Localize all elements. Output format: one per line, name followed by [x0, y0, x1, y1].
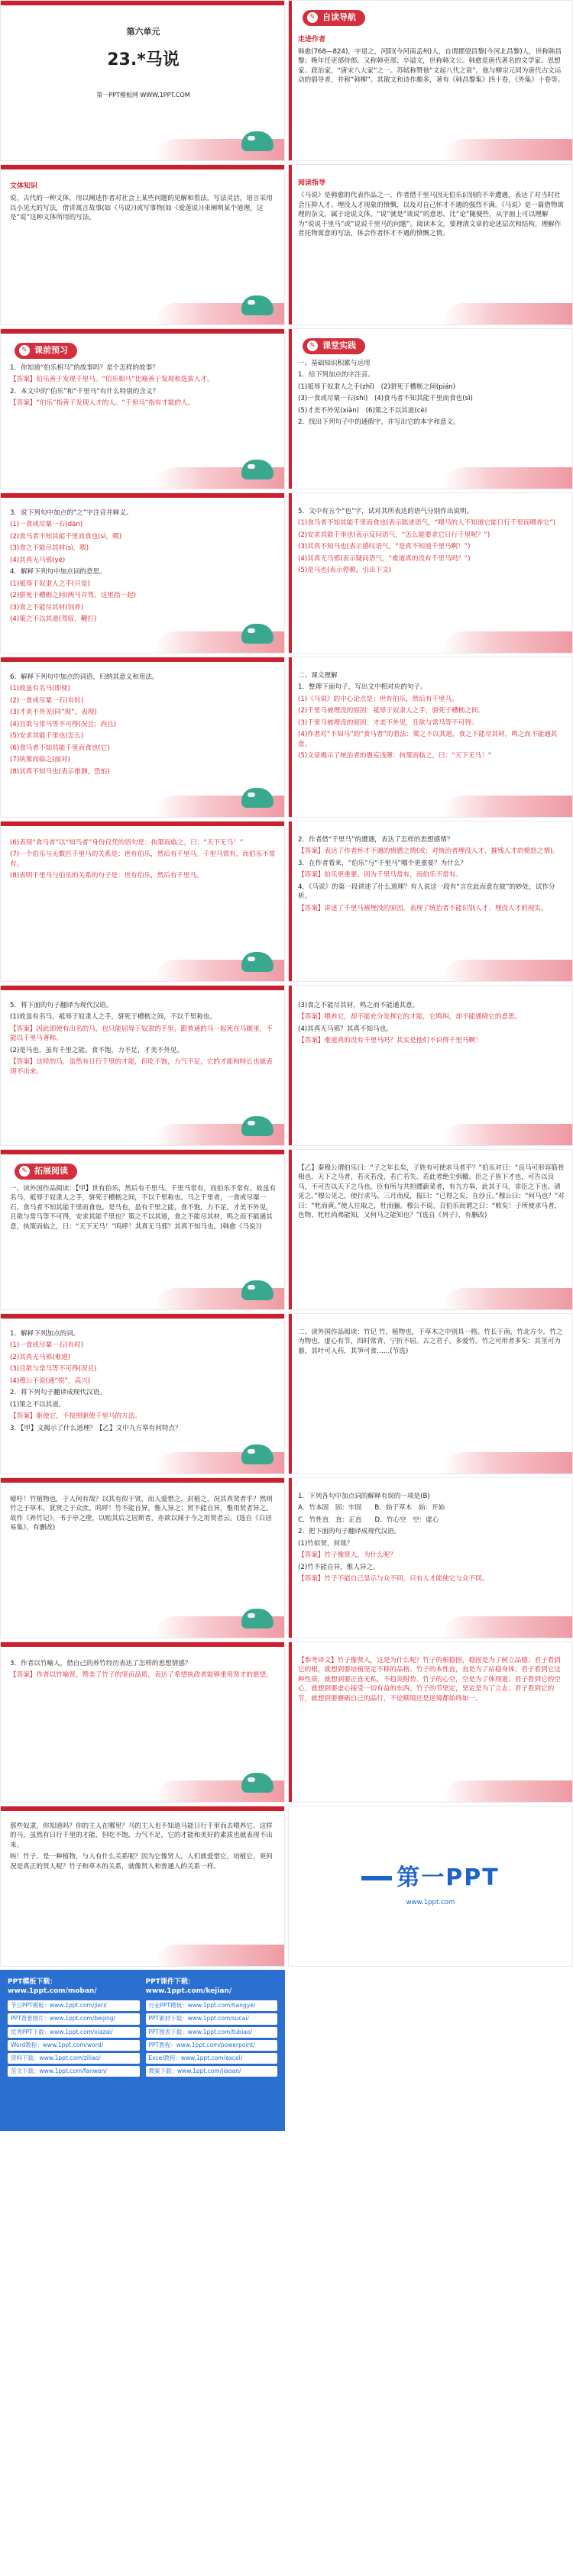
slide-left-bar [289, 657, 292, 817]
cover-title: 23.*马说 [107, 50, 180, 69]
promo-link[interactable]: Word教程：www.1ppt.com/word/ [8, 2040, 140, 2051]
section-label: 文体知识 [10, 182, 38, 190]
item: 二、课文理解 [298, 672, 338, 680]
item: (1)食马者不知其能千里而食也(表示陈述语气，“喂马的人不知道它能日行千里而喂养它”) [298, 519, 556, 528]
item: (1)祗辱于奴隶人之手(只是) [10, 579, 90, 588]
question: (4)其真无马邪？其真不知马也。 [298, 1025, 393, 1033]
cover-unit: 第六单元 [126, 27, 160, 37]
passage-text: 一、读外国作品阅读：【甲】世有伯乐，然后有千里马。千里马常有，而伯乐不常有。故虽有名马，祗辱于奴隶人之手，骈死于槽枥之间，不以千里称也。马之千里者，一食或尽粟一石。食马者不知其能千里而食也。是马也，虽有千里之能，食不饱，力不足，才美不外见，且欲与常马等不可得，安求其能千里也？策之不以其道，食之不能尽其材，鸣之而不能通其意，执策而临之，曰：“天下无马！”呜呼！其真无马邪？其真不知马也。(韩愈《马说》) [10, 1184, 277, 1231]
ribbon-decoration [442, 467, 572, 489]
item: (5)文章揭示了统治者的愚妄浅薄：执策而临之，曰：“天下无马！” [298, 752, 492, 760]
passage-text: 噫吁！竹植物也，于人何有哉？以其有似于贤，而人爱惜之，封植之，况其真贤者乎？然则竹之于草木，犹贤之于众庶。呜呼！竹不能自异，惟人异之；贤不能自异，惟用贤者异之。故作《养竹记》，书于亭之壁，以贻其后之居斯者，亦欲以闻于今之用贤者云。(选自《白居易集》，有删改) [10, 1496, 273, 1532]
slide-left-bar [289, 822, 292, 981]
promo-left-title[interactable]: PPT模板下载：www.1ppt.com/moban/ [8, 1978, 97, 1996]
question: 3．在作者看来，“伯乐”与“千里马”哪个更重要？为什么？ [298, 859, 467, 867]
slide-top-bar [1, 1, 284, 5]
slide-words [0, 657, 285, 818]
ribbon-decoration [442, 631, 572, 653]
slide-top-bar [1, 986, 284, 990]
item: (3)一食或尽粟一石(shí) (4)食马者不知其能千里而食也(sì) [298, 395, 473, 403]
section-pill [15, 1164, 77, 1180]
slide-reading-guide [288, 164, 573, 325]
promo-link[interactable]: 教案下载：www.1ppt.com/jiaoan/ [146, 2066, 278, 2077]
guide-text: 《马说》是韩愈的代表作品之一，作者借千里马因无伯乐识别的不幸遭遇，表达了对当时社会压抑人才、埋没人才现象的愤慨，以及对自己怀才不遇的强烈不满。《马说》是一篇借物寓理的杂文，属于论说文体。“说”就是“谈说”的意思，比“论”随便些，从字面上可以理解为“说说千里马”或“说说千里马的问题”。阅读本文，要理清文章的论述层次和结构，理解作者托物寓意的写法，体会作者怀才不遇的愤慨之情。 [298, 192, 565, 237]
logo-bar-icon [361, 1876, 392, 1880]
item: (2)食马者不知其能千里而食也(sì，喂) [10, 532, 122, 541]
section-title: 课前预习 [34, 345, 68, 355]
promo-link[interactable]: 范文下载：www.1ppt.com/fanwen/ [8, 2066, 140, 2077]
slide-top-bar [1, 822, 284, 826]
item: (2)其真无马邪(难道) [10, 1353, 71, 1361]
slide-left-bar [289, 1642, 292, 1802]
slide-analysis [288, 821, 573, 982]
author-text: 韩愈(768—824)，字退之，河阳(今河南孟州)人，自谓郡望昌黎(今河北昌黎)人，世称韩昌黎；晚年任吏部侍郎，又称韩吏部；卒谥文，世称韩文公。韩愈是唐代著名的文学家、思想家、政治家，“唐宋八大家”之一。苏轼称赞他“文起八代之衰”。他与柳宗元同为唐代古文运动的倡导者，并称“韩柳”。其散文和诗作颇多，著有《韩昌黎集》四十卷，《外集》十卷等。 [298, 47, 565, 85]
item: (4)且欲与常马等不可得(况且；尚且) [10, 720, 117, 728]
item: (1)《马说》的中心论点是：世有伯乐，然后有千里马。 [298, 695, 458, 703]
slide-top-bar [1, 165, 284, 169]
ribbon-decoration [442, 960, 572, 981]
slide-genre [0, 164, 285, 325]
slide-left-bar [289, 1150, 292, 1309]
slide-understanding [288, 657, 573, 818]
answer: 【答案】“伯乐”指善于发现人才的人。“千里马”指有才能的人。 [10, 399, 195, 408]
answer: 【答案】因此即使有出名的马，也只能屈辱于奴隶的手里，跟普通的马一起死在马厩里，不能以千里马著称。 [10, 1025, 273, 1043]
bear-illustration-icon [241, 1445, 274, 1464]
section-pill [303, 338, 365, 354]
logo-text: 第一PPT [397, 1864, 500, 1891]
book-icon: ✎ [19, 345, 30, 356]
item: (4)作者对“不知马”的“食马者”的看法：策之不以其道，食之不能尽其材，鸣之而不能通其意。 [298, 731, 558, 748]
slide-left-bar [289, 1478, 292, 1638]
answer: 【答案】表达了作者怀才不遇的愤懑之情(或：对统治者埋没人才、摧残人才的愤怒之情)。 [298, 847, 559, 856]
question: (3)食之不能尽其材，鸣之而不能通其意。 [298, 1002, 419, 1009]
section-label: 走进作者 [298, 35, 326, 44]
item: 1．整理下面句子，写出文中相对应的句子。 [298, 683, 427, 692]
item: (2)竹不能自异，惟人异之。 [298, 1563, 380, 1571]
slide-top-bar [1, 1806, 284, 1811]
ribbon-decoration [154, 1945, 284, 1966]
item: (4)策之不以其道(驾驭，鞭打) [10, 615, 97, 624]
slide-translation-2 [288, 985, 573, 1146]
item: (1)策之不以其道。 [10, 1400, 66, 1409]
item: (1)一食或尽粟一石(dàn) [10, 521, 83, 529]
item: 2．把下面的句子翻译成现代汉语。 [298, 1528, 401, 1536]
book-icon: ✎ [307, 12, 318, 23]
promo-link[interactable]: PPT教程：www.1ppt.com/powerpoint/ [146, 2040, 278, 2051]
genre-text: 说，古代的一种文体，用以阐述作者对社会上某些问题的见解和看法。写法灵活，语言采用以小见大的写法，借讲寓言故事(如《马说》)或写事物(如《爱莲说》)来阐明某个道理，这是“说”这种文体所用的写法。 [10, 195, 273, 222]
bear-illustration-icon [241, 952, 274, 972]
slide-left-bar [289, 986, 292, 1145]
promo-link[interactable]: Excel教程：www.1ppt.com/excel/ [146, 2053, 278, 2064]
paragraph: 那些奴隶，你知道吗？你的主人在哪里？马的主人也不知道马能日行千里而去喂养它。这样的马，虽然有日行千里的才能，但吃不饱，力气不足，它的才能和美好的素质也就表现不出来。 [10, 1822, 273, 1849]
item: (3)其真不知马也(表示感叹语气，“是真不知道千里马啊！”) [298, 543, 471, 551]
item: 1．解释下列加点的词。 [10, 1330, 80, 1338]
promo-link[interactable]: PPT背景图片：www.1ppt.com/beijing/ [8, 2013, 140, 2024]
promo-link[interactable]: PPT素材下载：www.1ppt.com/sucai/ [146, 2013, 278, 2024]
slide-translation [0, 985, 285, 1146]
slide-left-bar [289, 1314, 292, 1474]
ribbon-decoration [442, 1124, 572, 1145]
cover-subtitle: 第一PPT模板网 WWW.1PPT.COM [96, 91, 190, 98]
section-pill [15, 343, 77, 359]
question: 3．作者以竹喻人，借自己的养竹经历表达了怎样的思想情感？ [10, 1660, 192, 1667]
item: (3)且欲与常马等不可得(况且) [10, 1365, 97, 1374]
item: 2．找出下列句子中的通假字，并写出它的本字和意义。 [298, 418, 460, 427]
promo-link[interactable]: 优秀PPT下载：www.1ppt.com/xiazai/ [8, 2027, 140, 2038]
slide-left-bar [289, 329, 292, 489]
slide-particles [288, 492, 573, 654]
item: (4)穆公不说(通“悦”，高兴) [10, 1377, 91, 1385]
item: 3．说下列句中加点的“之”字注音并释义。 [10, 509, 133, 517]
ribbon-decoration [442, 1288, 572, 1309]
slide-cover [0, 0, 285, 161]
bear-illustration-icon [241, 460, 274, 479]
answer: 【答案】伯乐更重要。因为千里马常有，而伯乐不常有。 [298, 871, 462, 880]
bear-illustration-icon [241, 1116, 274, 1136]
ribbon-decoration [442, 1780, 572, 1802]
promo-right-title[interactable]: PPT课件下载：www.1ppt.com/kejian/ [145, 1978, 232, 1996]
item: (6)表现“食马者”以“知马者”身份仅凭的语句是：执策而临之，曰：“天下无马！” [10, 839, 244, 847]
section-label: 阅读指导 [298, 179, 326, 187]
question: 1．你知道“伯乐相马”的故事吗？是个怎样的故事？ [10, 363, 159, 372]
ribbon-decoration [442, 796, 572, 817]
slide-top-bar [1, 329, 284, 334]
question: 2．作者借“千里马”的遭遇，表达了怎样的思想感情？ [298, 836, 454, 844]
slide-top-bar [1, 493, 284, 498]
item: (1)一食或尽粟一石(有时) [10, 1341, 84, 1350]
item: (2)一食或尽粟一石(有时) [10, 696, 84, 705]
brand-logo-panel [288, 1806, 573, 1967]
slide-top-bar [1, 657, 284, 662]
slide-preview [0, 328, 285, 489]
item: (1)故虽有名马(即使) [10, 685, 71, 693]
bear-illustration-icon [241, 788, 274, 808]
item: (4)其真无马邪(yé) [10, 556, 66, 564]
promo-link[interactable]: 资料下载：www.1ppt.com/ziliao/ [8, 2053, 140, 2064]
item: (3)食之不能尽其材(sì，喂) [10, 544, 89, 553]
item: (6)食马者不知其能千里而食也(它) [10, 744, 110, 752]
bear-illustration-icon [241, 295, 274, 315]
item: (3)才美不外见(同“现”，表现) [10, 709, 97, 717]
slide-left-bar [289, 1, 292, 160]
slide-reference-translation [288, 1641, 573, 1803]
item: 【答案】竹子不能自己显示与众不同，只有人才能使它与众不同。 [298, 1575, 489, 1583]
item: (8)其真不知马也(表示推测，恐怕) [10, 767, 110, 776]
question: (2)是马也，虽有千里之能，食不饱，力不足，才美不外见。 [10, 1046, 184, 1054]
slide-passage-b [288, 1149, 573, 1310]
slide-author [288, 0, 573, 161]
passage-text: 【乙】秦穆公谓伯乐曰：“子之年长矣，子姓有可使求马者乎？”伯乐对曰：“良马可形容筋骨相也。天下之马者，若灭若没，若亡若失。若此者绝尘弭辙。臣之子皆下才也，可告以良马，不可告以天下之马也。臣有所与共担纆薪菜者，有九方皋，此其于马，非臣之下也。请见之。”穆公见之，使行求马。三月而反，报曰：“已得之矣，在沙丘。”穆公曰：“何马也？”对曰：“牝而黄。”使人往取之，牡而骊。穆公不说。召伯乐而谓之曰：“败矣！子所使求马者，色物、牝牡尚弗能知，又何马之能知也？”(选自《列子》，有删改) [298, 1164, 565, 1220]
book-icon: ✎ [307, 341, 318, 351]
answer: 【答案】讲述了千里马被埋没的原因，表现了统治者不能识别人才、埋没人才的现实。 [298, 904, 548, 912]
item: 【答案】驱使它，不按照驱使千里马的方法。 [10, 1412, 141, 1421]
item: (3)千里马被埋没的原因：才美不外见，且欲与常马等不可得。 [298, 718, 478, 727]
answer: 【答案】作者以竹喻贤，赞美了竹子的坚贞品质，表达了希望执政者能够重用贤才的愿望。 [10, 1671, 273, 1680]
slide-left-bar [289, 165, 292, 324]
slide-top-bar [1, 1642, 284, 1647]
item: 1．给下列加点的字注音。 [298, 371, 374, 379]
answer: 【答案】喂养它，却不能充分发挥它的才能，它鸣叫，却不能通晓它的意思。 [298, 1013, 522, 1022]
item: (5)安求其能千里也(怎么) [10, 732, 84, 741]
item: (5)是马也(表示停顿，引出下文) [298, 567, 392, 575]
bear-illustration-icon [241, 624, 274, 644]
slide-bamboo-questions [288, 1477, 573, 1638]
slide-closing-text [0, 1806, 285, 1967]
bear-illustration-icon [241, 1280, 274, 1300]
item: (2)千里马被埋没的原因：祗辱于奴隶人之手，骈死于槽枥之间。 [298, 707, 485, 715]
item: 【答案】竹子像贤人，为什么呢？ [298, 1551, 397, 1560]
bear-illustration-icon [241, 1773, 274, 1793]
ribbon-decoration [442, 139, 572, 160]
promo-link[interactable]: 行业PPT模板：www.1ppt.com/hangye/ [146, 2000, 278, 2011]
section-title: 课堂实践 [322, 341, 356, 350]
passage-text: 二、读外国作品阅读：竹记 竹，植物也，于草木之中别具一格。竹长于南，竹北方少。竹之为物也，虚心有节，四时常青，宁折不屈。古之君子，多爱竹。竹之可用者多矣：其茎可为器，其叶可入药，其笋可食……(节选) [298, 1328, 563, 1355]
slide-vocab [0, 492, 285, 654]
promo-panel [0, 1970, 285, 2131]
answer: 【答案】难道真的没有千里马吗？其实是他们不识得千里马啊！ [298, 1037, 482, 1045]
slide-exercises [0, 1313, 285, 1474]
bear-illustration-icon [241, 131, 274, 151]
promo-link[interactable]: PPT图表下载：www.1ppt.com/tubiao/ [146, 2027, 278, 2038]
item: (4)其真无马邪(表示疑问语气，“难道真的没有千里马吗？”) [298, 554, 471, 563]
item: 一、基础知识积累与运用 [298, 359, 371, 367]
section-title: 自读导航 [322, 12, 356, 22]
answer: 【答案】伯乐善于发现千里马。“伯乐相马”比喻善于发现和选拔人才。 [10, 376, 214, 384]
item: (2)骈死于槽枥之间(两马并驾，这里指一起) [10, 592, 136, 600]
item: 2．将下列句子翻译成现代汉语。 [10, 1389, 106, 1397]
slide-passage-bamboo [288, 1313, 573, 1474]
question: (1)故虽有名马，祗辱于奴隶人之手，骈死于槽枥之间，不以千里称也。 [10, 1013, 216, 1022]
slide-practice [288, 328, 573, 489]
item: 3．【甲】文揭示了什么道理？【乙】文中九方皋有何特点？ [10, 1424, 182, 1432]
paragraph: 唉！竹子，是一种植物，与人有什么关系呢？因为它像贤人，人们就爱惜它，培植它，更何况是真正的贤人呢？竹子和草木的关系，就像贤人和普通人的关系一样。 [10, 1853, 273, 1871]
logo-site: www.1ppt.com [406, 1899, 455, 1907]
promo-link[interactable]: 节日PPT模板：www.1ppt.com/jieri/ [8, 2000, 140, 2011]
item: (7)一个伯乐与无数匹千里马的关系是：世有伯乐，然后有千里马。千里马常有，而伯乐不常有。 [10, 851, 276, 868]
item: 6．解释下列句中加点的词语，归纳其意义和用法。 [10, 673, 159, 681]
slide-passage-bamboo-2 [0, 1477, 285, 1638]
item: 4．解释下列句中加点词的意思。 [10, 568, 106, 576]
item: 1．下列各句中加点词的解释有误的一项是(B) [298, 1493, 430, 1500]
item: C．竹性直 直：正直 D．竹心空 空：虚心 [298, 1516, 439, 1524]
promo-right [146, 1977, 278, 2123]
promo-left [8, 1977, 140, 2123]
book-icon: ✎ [19, 1166, 30, 1177]
slide-left-bar [289, 493, 292, 653]
slide-extended-reading [0, 1149, 285, 1310]
translation-text: 【参考译文】竹子像贤人，这是为什么呢？竹子的根稳固，稳固是为了树立品德；君子看到它的根，就想到要培植坚定不移的品格。竹子的本性直，直是为了站稳身体；君子看到它这种性质，就想到要正直无私，不趋炎附势。竹子的心空，空是为了体现道；君子看到它的空心，就想到要虚心接受一切有益的东西。竹子的节坚定，坚定是为了立志；君子看到它的节，就想到要磨砺自己的品行，不论顺境还是逆境都始终如一。 [298, 1657, 561, 1703]
ribbon-decoration [442, 1616, 572, 1638]
question: 4．《马说》的第一段讲述了什么道理？有人说这一段有“言在此而意在彼”的妙处，试作分析。 [298, 883, 555, 901]
slide-top-bar [1, 1314, 284, 1319]
question: 2．本文中的“伯乐”和“千里马”有什么特别的含义？ [10, 387, 160, 395]
brand-logo [361, 1863, 499, 1894]
item: (1)竹似贤，何哉？ [298, 1539, 354, 1548]
item: (5)才美不外见(xiàn) (6)策之不以其道(cè) [298, 406, 428, 415]
slide-sentences [0, 821, 285, 982]
item: (7)执策而临之(面对) [10, 756, 71, 764]
item: A．竹本固 固：牢固 B．始于草木 始：开始 [298, 1504, 445, 1512]
slide-bamboo-theme [0, 1641, 285, 1803]
ribbon-decoration [442, 303, 572, 324]
question: 5．将下面的句子翻译为现代汉语。 [10, 1002, 113, 1009]
section-pill [303, 10, 365, 26]
bear-illustration-icon [241, 1609, 274, 1629]
slide-top-bar [1, 1478, 284, 1483]
item: (8)表明千里马与伯乐的关系的句子是：世有伯乐，然后有千里马。 [10, 872, 203, 880]
item: (3)食之不能尽其材(饲养) [10, 603, 84, 612]
item: (1)祗辱于奴隶人之手(zhǐ) (2)骈死于槽枥之间(pián) [298, 383, 456, 391]
ribbon-decoration [442, 1452, 572, 1474]
section-title: 拓展阅读 [34, 1166, 68, 1176]
item: 5．文中有五个“也”字，试对其所表达的语气分别作出说明。 [298, 508, 474, 515]
answer: 【答案】这样的马，虽然有日行千里的才能，但吃不饱，力气不足，它的才能和特长也就表现不出来。 [10, 1058, 273, 1076]
item: (2)安求其能千里也(表示反问语气，“怎么能要求它日行千里呢？”) [298, 531, 490, 539]
slide-top-bar [1, 1150, 284, 1154]
